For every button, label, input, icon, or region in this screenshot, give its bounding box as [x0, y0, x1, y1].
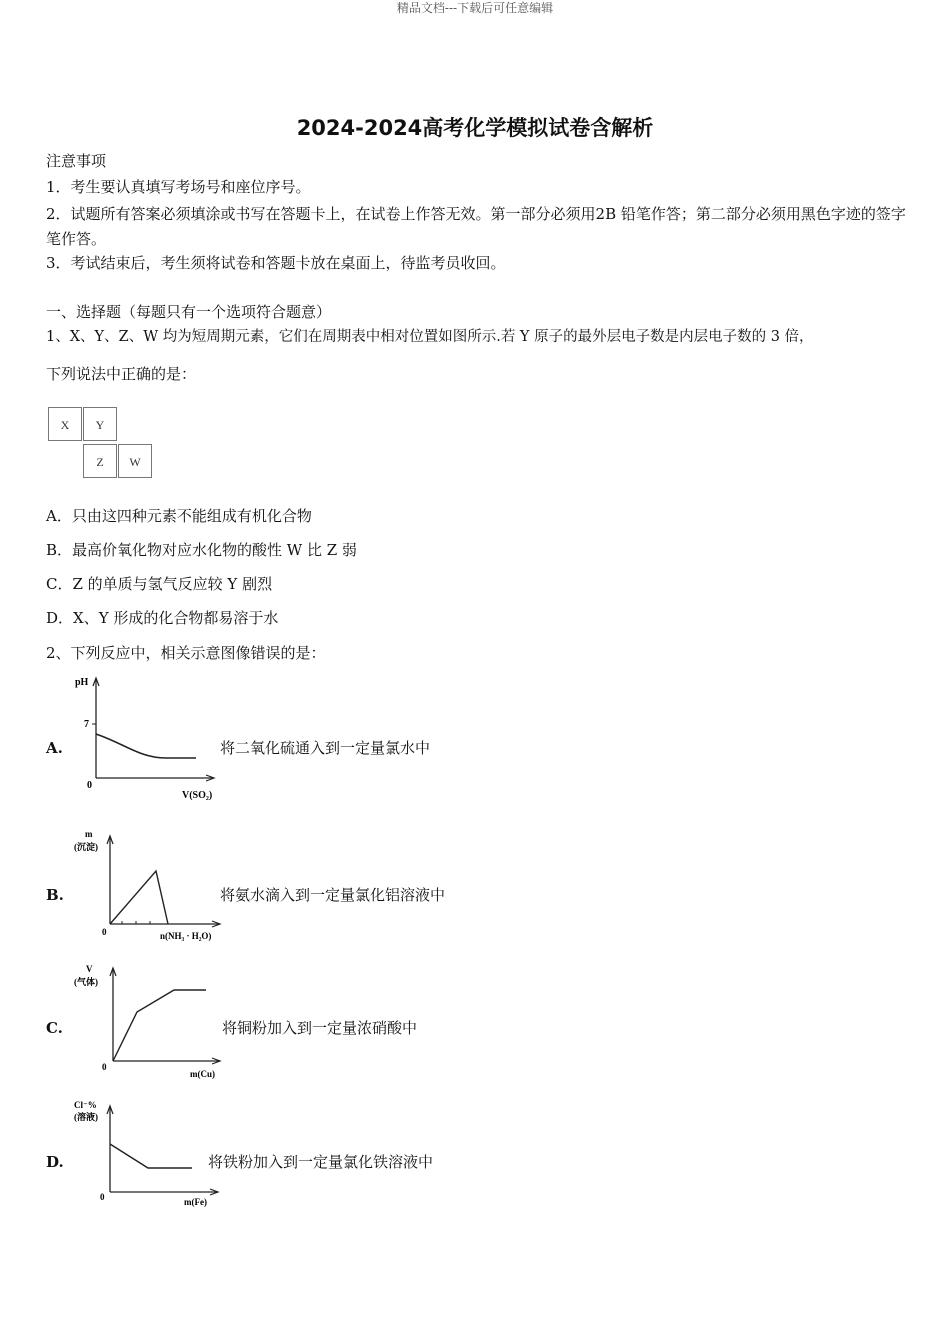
q2-option-b-text: 将氨水滴入到一定量氯化铝溶液中 [220, 886, 446, 904]
q1-option-a: A．只由这四种元素不能组成有机化合物 [46, 507, 312, 525]
grid-cell-z: Z [83, 444, 117, 478]
notice-item-1: 1．考生要认真填写考场号和座位序号。 [46, 178, 311, 196]
graph-d-y-label: Cl⁻% [74, 1100, 97, 1110]
graph-a-y-label: pH [75, 677, 89, 688]
graph-a-y-tick: 7 [84, 719, 89, 730]
graph-a-origin: 0 [87, 780, 92, 791]
graph-c-origin: 0 [102, 1062, 107, 1072]
q2-option-b-letter: B. [46, 886, 64, 904]
notice-item-2: 2．试题所有答案必须填涂或书写在答题卡上，在试卷上作答无效。第一部分必须用2B 铅笔作答；第二部分必须用黑色字迹的签字笔作答。 [46, 205, 906, 248]
notice-heading: 注意事项 [46, 152, 107, 170]
graph-d [70, 1096, 230, 1214]
q2-option-a-letter: A. [46, 739, 63, 757]
graph-b-y-unit: (沉淀) [74, 842, 98, 852]
graph-c-y-label: V [86, 964, 93, 974]
q2-option-c-letter: C. [46, 1019, 63, 1037]
q1-option-b: B．最高价氧化物对应水化物的酸性 W 比 Z 弱 [46, 541, 357, 559]
q1-option-d: D．X、Y 形成的化合物都易溶于水 [46, 609, 279, 627]
page-header: 精品文档---下载后可任意编辑 [396, 1, 554, 15]
grid-cell-y: Y [83, 407, 117, 441]
q1-stem-line2: 下列说法中正确的是： [46, 365, 197, 383]
notice-item-3: 3．考试结束后，考生须将试卷和答题卡放在桌面上，待监考员收回。 [46, 254, 506, 272]
graph-a [70, 672, 230, 804]
graph-b-y-label: m [85, 829, 93, 839]
q2-option-a-text: 将二氧化硫通入到一定量氯水中 [220, 739, 431, 757]
graph-c-y-unit: (气体) [74, 977, 98, 987]
grid-cell-w: W [118, 444, 152, 478]
graph-b-x-label: n(NH₃ · H₂O) [160, 931, 212, 941]
graph-b-origin: 0 [102, 927, 107, 937]
section-heading: 一、选择题（每题只有一个选项符合题意） [46, 303, 332, 321]
q2-stem: 2、下列反应中，相关示意图像错误的是： [46, 644, 326, 662]
graph-d-y-unit: (溶液) [74, 1112, 98, 1122]
graph-b [70, 826, 230, 948]
graph-c [70, 960, 230, 1084]
q2-option-d-text: 将铁粉加入到一定量氯化铁溶液中 [208, 1153, 434, 1171]
page-title: 2024-2024高考化学模拟试卷含解析 [296, 116, 654, 140]
q1-stem-line1: 1、X、Y、Z、W 均为短周期元素，它们在周期表中相对位置如图所示.若 Y 原子的最外层电子数是内层电子数的 3 倍， [46, 329, 814, 345]
q2-option-d-letter: D. [46, 1153, 64, 1171]
graph-c-x-label: m(Cu) [190, 1069, 215, 1079]
graph-d-x-label: m(Fe) [184, 1197, 207, 1207]
q1-option-c: C．Z 的单质与氢气反应较 Y 剧烈 [46, 575, 273, 593]
grid-cell-x: X [48, 407, 82, 441]
graph-a-x-label: V(SO₂) [182, 790, 213, 801]
graph-d-origin: 0 [100, 1192, 105, 1202]
periodic-table-fragment [48, 407, 152, 479]
q2-option-c-text: 将铜粉加入到一定量浓硝酸中 [222, 1019, 418, 1037]
